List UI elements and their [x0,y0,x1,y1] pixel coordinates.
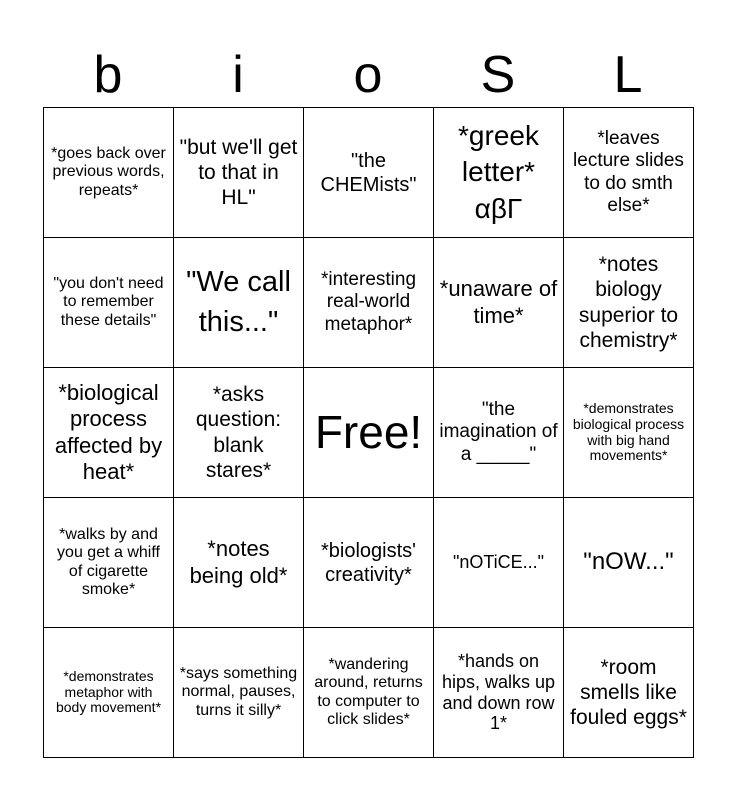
header-letter-l: L [613,46,643,104]
free-space-cell[interactable]: Free! [304,368,434,498]
bingo-cell[interactable]: "nOW..." [564,498,694,628]
bingo-cell[interactable]: *hands on hips, walks up and down row 1* [434,628,564,758]
bingo-cell[interactable]: "the CHEMists" [304,108,434,238]
bingo-cell[interactable]: *notes biology superior to chemistry* [564,238,694,368]
bingo-cell[interactable]: *biological process affected by heat* [44,368,174,498]
bingo-cell[interactable]: *interesting real-world metaphor* [304,238,434,368]
bingo-cell[interactable]: *wandering around, returns to computer to click slides* [304,628,434,758]
header-letter-i: i [232,46,244,104]
header-letter-s: S [480,46,516,104]
bingo-cell[interactable]: *goes back over previous words, repeats* [44,108,174,238]
bingo-cell[interactable]: "nOTiCE..." [434,498,564,628]
bingo-cell[interactable]: *biologists' creativity* [304,498,434,628]
bingo-board [43,107,694,758]
bingo-cell[interactable]: *demonstrates metaphor with body movement* [44,628,174,758]
bingo-cell[interactable]: *greek letter* αβΓ [434,108,564,238]
bingo-cell[interactable]: *notes being old* [174,498,304,628]
bingo-header [43,44,693,106]
bingo-cell[interactable]: *demonstrates biological process with big hand movements* [564,368,694,498]
bingo-cell[interactable]: "We call this..." [174,238,304,368]
bingo-cell[interactable]: "the imagination of a _____" [434,368,564,498]
bingo-cell[interactable]: "but we'll get to that in HL" [174,108,304,238]
bingo-cell[interactable]: *says something normal, pauses, turns it silly* [174,628,304,758]
bingo-cell[interactable]: *asks question: blank stares* [174,368,304,498]
bingo-cell[interactable]: "you don't need to remember these details" [44,238,174,368]
header-letter-b: b [93,46,123,104]
bingo-cell[interactable]: *walks by and you get a whiff of cigarette smoke* [44,498,174,628]
header-letter-o: o [353,46,383,104]
bingo-cell[interactable]: *unaware of time* [434,238,564,368]
bingo-cell[interactable]: *room smells like fouled eggs* [564,628,694,758]
bingo-cell[interactable]: *leaves lecture slides to do smth else* [564,108,694,238]
